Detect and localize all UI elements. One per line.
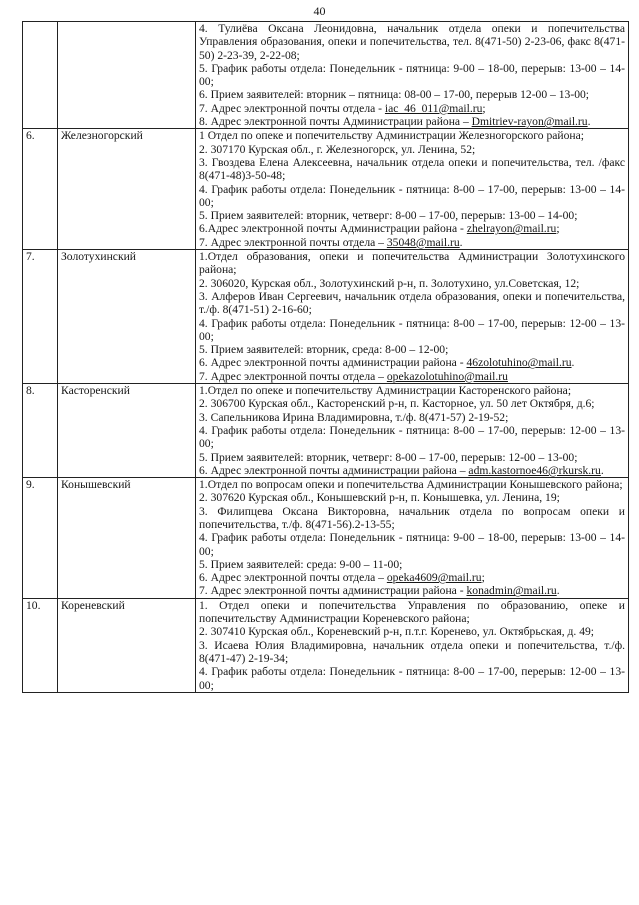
detail-line [199, 464, 625, 477]
detail-punctuation: . [556, 584, 560, 598]
detail-line [199, 290, 625, 317]
detail-punctuation: ; [482, 101, 486, 115]
detail-text: 6. Адрес электронной почты администрации района - [199, 356, 467, 370]
detail-line [199, 639, 625, 666]
row-number: 6. [23, 129, 58, 250]
detail-text: 6.Адрес электронной почты Администрации района - [199, 222, 467, 236]
detail-text: 3. Филипцева Оксана Викторовна, начальник отдела по вопросам опеки и попечительства, т./ф. 8(471-56).2-13-55; [199, 504, 625, 531]
email-link[interactable]: 46zolotuhino@mail.ru [466, 356, 572, 370]
detail-punctuation: . [600, 463, 604, 477]
detail-line [199, 478, 625, 491]
district-name: Золотухинский [58, 250, 196, 384]
table-row [23, 129, 629, 250]
detail-text: 1.Отдел по вопросам опеки и попечительства Администрации Конышевского района; [199, 478, 623, 492]
detail-line [199, 424, 625, 451]
detail-text: 4. График работы отдела: Понедельник - пятница: 8-00 – 17-00, перерыв: 13-00 – 14-00; [199, 182, 625, 209]
office-details [196, 22, 629, 129]
detail-line [199, 384, 625, 397]
office-details [196, 250, 629, 384]
detail-line [199, 115, 625, 128]
detail-line [199, 143, 625, 156]
detail-punctuation: . [459, 235, 463, 249]
detail-line [199, 277, 625, 290]
detail-line [199, 102, 625, 115]
detail-text: 3. Исаева Юлия Владимировна, начальник отдела опеки и попечительства, т./ф. 8(471-47) 2-19-34; [199, 638, 625, 665]
detail-text: 4. Тулиёва Оксана Леонидовна, начальник отдела опеки и попечительства Управления образования, опеки и попечительства, тел. 8(471-50) 2-23-06, факс 8(471-50) 2-23-39, 2-22-08; [199, 22, 625, 62]
detail-line [199, 183, 625, 210]
detail-line [199, 356, 625, 369]
email-link[interactable]: opekazolotuhino@mail.ru [386, 369, 508, 383]
office-details [196, 598, 629, 692]
detail-line [199, 222, 625, 235]
email-link[interactable]: 35048@mail.ru [386, 235, 460, 249]
detail-text: 8. Адрес электронной почты Администрации района – [199, 115, 472, 129]
detail-text: 1 Отдел по опеке и попечительству Администрации Железногорского района; [199, 129, 584, 143]
detail-line [199, 22, 625, 62]
email-link[interactable]: iac_46_011@mail.ru [384, 101, 483, 115]
detail-line [199, 451, 625, 464]
row-number: 10. [23, 598, 58, 692]
detail-text: 4. График работы отдела: Понедельник - пятница: 9-00 – 18-00, перерыв: 13-00 – 14-00; [199, 531, 625, 558]
detail-line [199, 531, 625, 558]
detail-text: 5. График работы отдела: Понедельник - пятница: 9-00 – 18-00, перерыв: 13-00 – 14-00; [199, 61, 625, 89]
detail-line [199, 343, 625, 356]
detail-line [199, 397, 625, 410]
detail-text: 7. Адрес электронной почты отдела - [199, 101, 385, 115]
district-name: Конышевский [58, 478, 196, 599]
detail-line [199, 505, 625, 532]
detail-line [199, 599, 625, 626]
detail-punctuation: . [587, 115, 591, 129]
detail-text: 7. Адрес электронной почты отдела – [199, 369, 387, 383]
detail-text: 1.Отдел образования, опеки и попечительства Администрации Золотухинского района; [199, 250, 625, 277]
detail-punctuation: ; [556, 222, 560, 236]
detail-text: 6. Адрес электронной почты администрации района – [199, 463, 469, 477]
row-number: 8. [23, 384, 58, 478]
email-link[interactable]: adm.kastornoe46@rkursk.ru [468, 463, 601, 477]
detail-text: 2. 307170 Курская обл., г. Железногорск, ул. Ленина, 52; [199, 142, 476, 156]
row-number: 7. [23, 250, 58, 384]
detail-text: 4. График работы отдела: Понедельник - пятница: 8-00 – 17-00, перерыв: 12-00 – 13-00; [199, 316, 625, 343]
table-row [23, 598, 629, 692]
detail-punctuation: ; [481, 571, 485, 585]
detail-line [199, 625, 625, 638]
detail-line [199, 665, 625, 692]
detail-text: 4. График работы отдела: Понедельник - пятница: 8-00 – 17-00, перерыв: 12-00 – 13-00; [199, 665, 625, 692]
detail-text: 5. Прием заявителей: среда: 9-00 – 11-00; [199, 557, 403, 571]
detail-line [199, 250, 625, 277]
email-link[interactable]: konadmin@mail.ru [466, 584, 557, 598]
office-details [196, 129, 629, 250]
office-details [196, 478, 629, 599]
table-row [23, 250, 629, 384]
detail-line [199, 88, 625, 101]
detail-text: 3. Сапельникова Ирина Владимировна, т./ф. 8(471-57) 2-19-52; [199, 410, 509, 424]
email-link[interactable]: opeka4609@mail.ru [386, 571, 482, 585]
detail-line [199, 236, 625, 249]
detail-text: 6. Прием заявителей: вторник – пятница: 08-00 – 17-00, перерыв 12-00 – 13-00; [199, 88, 590, 102]
row-number [23, 22, 58, 129]
district-name [58, 22, 196, 129]
detail-line [199, 317, 625, 344]
email-link[interactable]: zhelrayon@mail.ru [466, 222, 557, 236]
detail-line [199, 156, 625, 183]
table-row [23, 384, 629, 478]
detail-line [199, 584, 625, 597]
email-link[interactable]: Dmitriev-rayon@mail.ru [471, 115, 588, 129]
district-name: Железногорский [58, 129, 196, 250]
regions-table-body [23, 22, 629, 693]
detail-line [199, 571, 625, 584]
table-row [23, 22, 629, 129]
office-details [196, 384, 629, 478]
detail-text: 1. Отдел опеки и попечительства Управления по образованию, опеке и попечительству Администрации Кореневского района; [199, 598, 625, 626]
detail-text: 3. Гвоздева Елена Алексеевна, начальник отдела опеки и попечительства, тел. /факс 8(471-48)3-50-48; [199, 155, 625, 183]
detail-line [199, 370, 625, 383]
detail-text: 2. 306020, Курская обл., Золотухинский р-н, п. Золотухино, ул.Советская, 12; [199, 276, 580, 290]
detail-text: 6. Адрес электронной почты отдела – [199, 571, 387, 585]
detail-line [199, 558, 625, 571]
detail-text: 7. Адрес электронной почты отдела – [199, 235, 387, 249]
district-name: Касторенский [58, 384, 196, 478]
detail-text: 4. График работы отдела: Понедельник - пятница: 8-00 – 17-00, перерыв: 12-00 – 13-00; [199, 423, 625, 451]
table-row [23, 478, 629, 599]
detail-text: 5. Прием заявителей: вторник, четверг: 8-00 – 17-00, перерыв: 12-00 – 13-00; [199, 450, 578, 464]
detail-line [199, 411, 625, 424]
detail-text: 7. Адрес электронной почты администрации района - [199, 584, 467, 598]
detail-text: 5. Прием заявителей: вторник, среда: 8-00 – 12-00; [199, 343, 449, 357]
detail-line [199, 209, 625, 222]
detail-text: 3. Алферов Иван Сергеевич, начальник отдела образования, опеки и попечительства, т./ф. 8(471-51) 2-16-60; [199, 289, 625, 317]
detail-punctuation: . [571, 356, 575, 370]
detail-text: 2. 307620 Курская обл., Конышевский р-н, п. Конышевка, ул. Ленина, 19; [199, 491, 560, 505]
regions-table [22, 21, 629, 693]
detail-line [199, 491, 625, 504]
detail-text: 1.Отдел по опеке и попечительству Администрации Касторенского района; [199, 384, 572, 398]
detail-text: 2. 307410 Курская обл., Кореневский р-н, п.т.г. Коренево, ул. Октябрьская, д. 49; [199, 625, 595, 639]
page-number: 40 [313, 4, 326, 18]
detail-text: 2. 306700 Курская обл., Касторенский р-н, п. Касторное, ул. 50 лет Октября, д.6; [199, 397, 595, 411]
detail-line [199, 129, 625, 142]
detail-line [199, 62, 625, 89]
district-name: Кореневский [58, 598, 196, 692]
row-number: 9. [23, 478, 58, 599]
detail-text: 5. Прием заявителей: вторник, четверг: 8-00 – 17-00, перерыв: 13-00 – 14-00; [199, 209, 578, 223]
